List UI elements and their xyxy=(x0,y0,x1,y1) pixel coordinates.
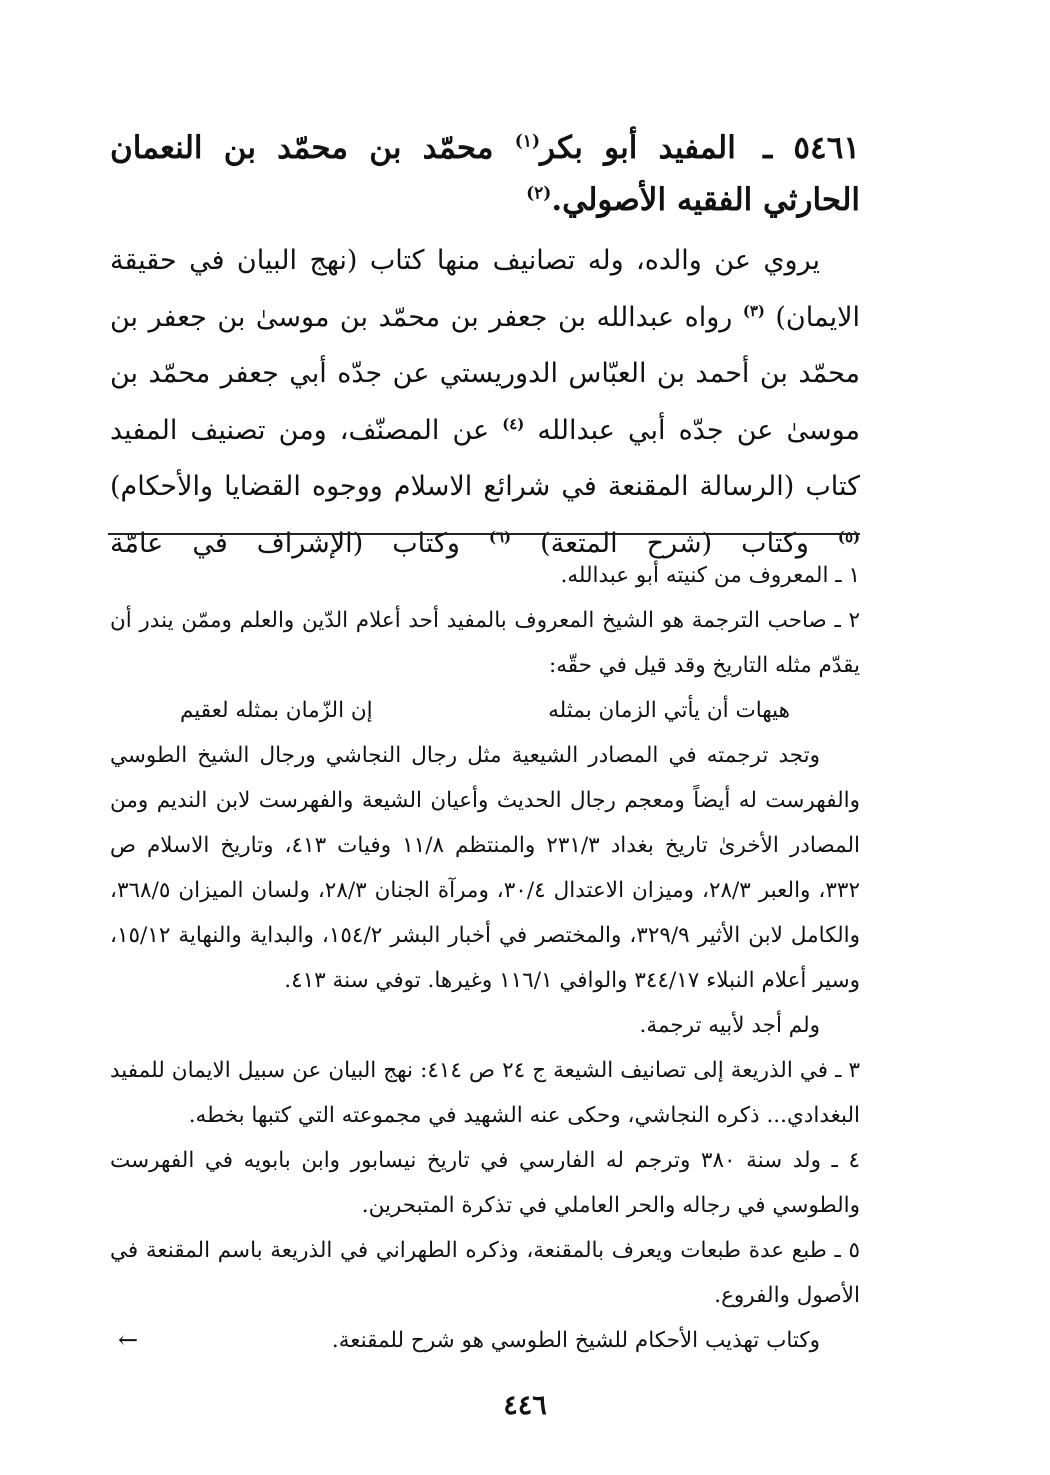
verse-first-hemistich: هيهات أن يأتي الزمان بمثله xyxy=(548,698,790,723)
footnote-2-sources: وتجد ترجمته في المصادر الشيعية مثل رجال النجاشي ورجال الشيخ الطوسي والفهرست له أيضاً ومعجم رجال الحديث وأعيان الشيعة والفهرست لابن النديم ومن المصادر الأخرىٰ تاريخ بغداد ٢٣١/٣ والمنتظم ١١/٨ وفيات ٤١٣، وتاريخ الاسلام ص ٣٣٢، والعبر ٢٨/٣، وميزان الاعتدال ٣٠/٤، ومرآة الجنان ٢٨/٣، ولسان الميزان ٣٦٨/٥، والكامل لابن الأثير ٣٢٩/٩، والمختصر في أخبار البشر ١٥٤/٢، والبداية والنهاية ١٥/١٢، وسير أعلام النبلاء ٣٤٤/١٧ والوافي ١١٦/١ وغيرها. توفي سنة ٤١٣. xyxy=(110,743,860,993)
footnote-5: ٥ ـ طبع عدة طبعات ويعرف بالمقنعة، وذكره الطهراني في الذريعة باسم المقنعة في الأصول والفروع. xyxy=(110,1238,860,1308)
page-number: ٤٤٦ xyxy=(503,1390,547,1421)
body-segment: عن المصنّف، ومن تصنيف المفيد كتاب (الرسالة المقنعة في شرائع الاسلام ووجوه القضايا والأحكام) xyxy=(110,414,860,502)
entry-number: ٥٤٦١ ـ xyxy=(763,130,861,166)
footnote-2: ٢ ـ صاحب الترجمة هو الشيخ المعروف بالمفيد أحد أعلام الدّين والعلم وممّن يندر أن يقدّم مثله التاريخ وقد قيل في حقّه: xyxy=(110,608,860,678)
body-segment: يروي عن والده، وله تصانيف منها كتاب (نهج البيان في حقيقة الايمان) xyxy=(110,245,860,333)
entry-body xyxy=(110,233,860,572)
footnote-ref-2: (٢) xyxy=(526,183,552,204)
body-segment: وكتاب (شرح المتعة) xyxy=(540,527,809,559)
entry-title-name: محمّد بن محمّد بن النعمان الحارثي الفقيه الأصولي. xyxy=(110,130,860,218)
footnote-ref-5: (٥) xyxy=(837,527,860,546)
footnote-ref-4: (٤) xyxy=(502,414,525,433)
continue-arrow-icon: ← xyxy=(118,1326,139,1354)
verse-second-hemistich: إن الزّمان بمثله لعقيم xyxy=(180,698,373,723)
footnotes-section xyxy=(110,553,860,1363)
footnote-ref-1: (١) xyxy=(514,131,540,152)
footnote-3: ٣ ـ في الذريعة إلى تصانيف الشيعة ج ٢٤ ص ٤١٤: نهج البيان عن سبيل الايمان للمفيد البغدادي... ذكره النجاشي، وحكى عنه الشهيد في مجموعته التي كتبها بخطه. xyxy=(110,1058,860,1128)
footnote-2-father: ولم أجد لأبيه ترجمة. xyxy=(639,1013,820,1038)
body-segment: رواه عبدالله بن جعفر بن محمّد بن موسىٰ بن جعفر بن محمّد بن أحمد بن العبّاس الدوريستي عن جدّه أبي جعفر محمّد بن موسىٰ عن جدّه أبي عبدالله xyxy=(110,301,860,446)
entry-heading xyxy=(110,122,860,226)
footnote-5-continuation: وكتاب تهذيب الأحكام للشيخ الطوسي هو شرح للمقنعة. xyxy=(331,1328,820,1353)
footnote-5-continuation-row xyxy=(110,1318,860,1363)
footnote-1: ١ ـ المعروف من كنيته أبو عبدالله. xyxy=(560,563,860,588)
footnote-ref-3: (٣) xyxy=(742,301,765,320)
body-segment: وكتاب (الإشراف في عامّة xyxy=(110,527,460,559)
footnote-ref-6: (٦) xyxy=(489,527,512,546)
entry-title-kunya: المفيد أبو بكر xyxy=(540,130,736,166)
poetry-verse xyxy=(110,688,860,733)
footnote-4: ٤ ـ ولد سنة ٣٨٠ وترجم له الفارسي في تاريخ نيسابور وابن بابويه في الفهرست والطوسي في رجاله والحر العاملي في تذكرة المتبحرين. xyxy=(110,1148,860,1218)
footnote-separator xyxy=(108,533,860,535)
